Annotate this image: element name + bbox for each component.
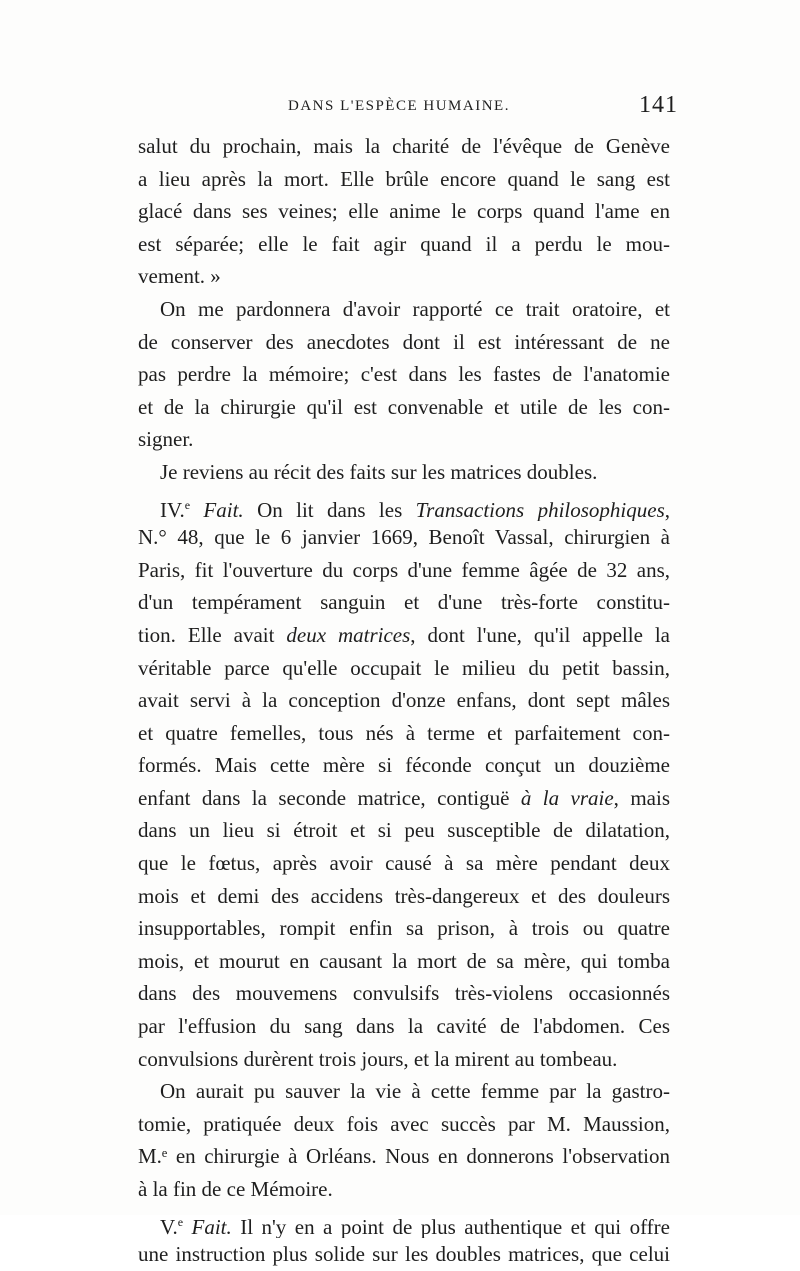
text-line: une instruction plus solide sur les doubles matrices, que celui <box>138 1242 670 1267</box>
text-line: On me pardonnera d'avoir rapporté ce trait oratoire, et <box>160 296 670 321</box>
text-line: insupportables, rompit enfin sa prison, à trois ou quatre <box>138 916 670 941</box>
text-line: mois et demi des accidens très-dangereux et des douleurs <box>138 883 670 908</box>
text-line: pas perdre la mémoire; c'est dans les fastes de l'anatomie <box>138 362 670 387</box>
text-line: signer. <box>138 427 194 452</box>
text-line: formés. Mais cette mère si féconde conçut un douzième <box>138 753 670 778</box>
text-line: d'un tempérament sanguin et d'une très-forte constitu- <box>138 590 670 615</box>
text-line: glacé dans ses veines; elle anime le corps quand l'ame en <box>138 199 670 224</box>
text-line: de conserver des anecdotes dont il est intéressant de ne <box>138 329 670 354</box>
text-line: a lieu après la mort. Elle brûle encore quand le sang est <box>138 166 670 191</box>
fact-superscript: e <box>184 497 191 512</box>
fact-number: IV. <box>160 497 185 522</box>
fact-superscript: e <box>177 1214 184 1229</box>
text-line: M.ᵉ en chirurgie à Orléans. Nous en donnerons l'observation <box>138 1144 670 1169</box>
text-run: On lit dans les <box>243 497 416 522</box>
text-line: dans des mouvemens convulsifs très-violens occasionnés <box>138 981 670 1006</box>
running-head: DANS L'ESPÈCE HUMAINE. <box>288 98 510 114</box>
text-line <box>138 489 670 522</box>
text-line: Je reviens au récit des faits sur les matrices doubles. <box>160 459 598 484</box>
page-header <box>138 92 678 122</box>
text-line: Paris, fit l'ouverture du corps d'une femme âgée de 32 ans, <box>138 557 670 582</box>
text-line: à la fin de ce Mémoire. <box>138 1177 333 1201</box>
fact-number: V. <box>160 1214 178 1239</box>
text-line: véritable parce qu'elle occupait le milieu du petit bassin, <box>138 655 670 680</box>
text-line: On aurait pu sauver la vie à cette femme par la gastro- <box>160 1079 670 1104</box>
text-line: et quatre femelles, tous nés à terme et parfaitement con- <box>138 720 670 745</box>
text-line: et de la chirurgie qu'il est convenable et utile de les con- <box>138 394 670 419</box>
page-number: 141 <box>639 92 678 118</box>
italic-phrase: deux matrices <box>286 622 411 647</box>
text-run: , mais <box>613 785 670 810</box>
text-line: que le fœtus, après avoir causé à sa mère pendant deux <box>138 851 670 876</box>
text-line <box>138 1206 670 1239</box>
body-text <box>138 130 670 1271</box>
text-run: Il n'y en a point de plus authentique et qui offre <box>231 1214 670 1239</box>
text-run: enfant dans la seconde matrice, contiguë <box>138 785 521 810</box>
text-line: mois, et mourut en causant la mort de sa mère, qui tomba <box>138 948 670 973</box>
text-line: vement. » <box>138 264 221 289</box>
text-run: , dont l'une, qu'il appelle la <box>410 622 670 647</box>
text-run: , <box>664 497 670 522</box>
text-line: est séparée; elle le fait agir quand il a perdu le mou- <box>138 231 670 256</box>
text-line: dans un lieu si étroit et si peu susceptible de dilatation, <box>138 818 670 843</box>
text-line: tomie, pratiquée deux fois avec succès par M. Maussion, <box>138 1111 670 1136</box>
fact-label: Fait. <box>183 1214 232 1239</box>
text-run: tion. Elle avait <box>138 622 287 647</box>
italic-phrase: à la vraie <box>520 785 614 810</box>
text-line: N.° 48, que le 6 janvier 1669, Benoît Vassal, chirurgien à <box>138 525 670 550</box>
text-line: convulsions durèrent trois jours, et la mirent au tombeau. <box>138 1046 618 1071</box>
text-line <box>138 619 670 652</box>
fact-label: Fait. <box>190 497 244 522</box>
text-line: salut du prochain, mais la charité de l'évêque de Genève <box>138 134 670 158</box>
journal-title: Transactions philosophiques <box>415 497 665 522</box>
text-line: avait servi à la conception d'onze enfans, dont sept mâles <box>138 688 670 713</box>
text-line: par l'effusion du sang dans la cavité de l'abdomen. Ces <box>138 1014 670 1039</box>
text-line <box>138 782 670 815</box>
